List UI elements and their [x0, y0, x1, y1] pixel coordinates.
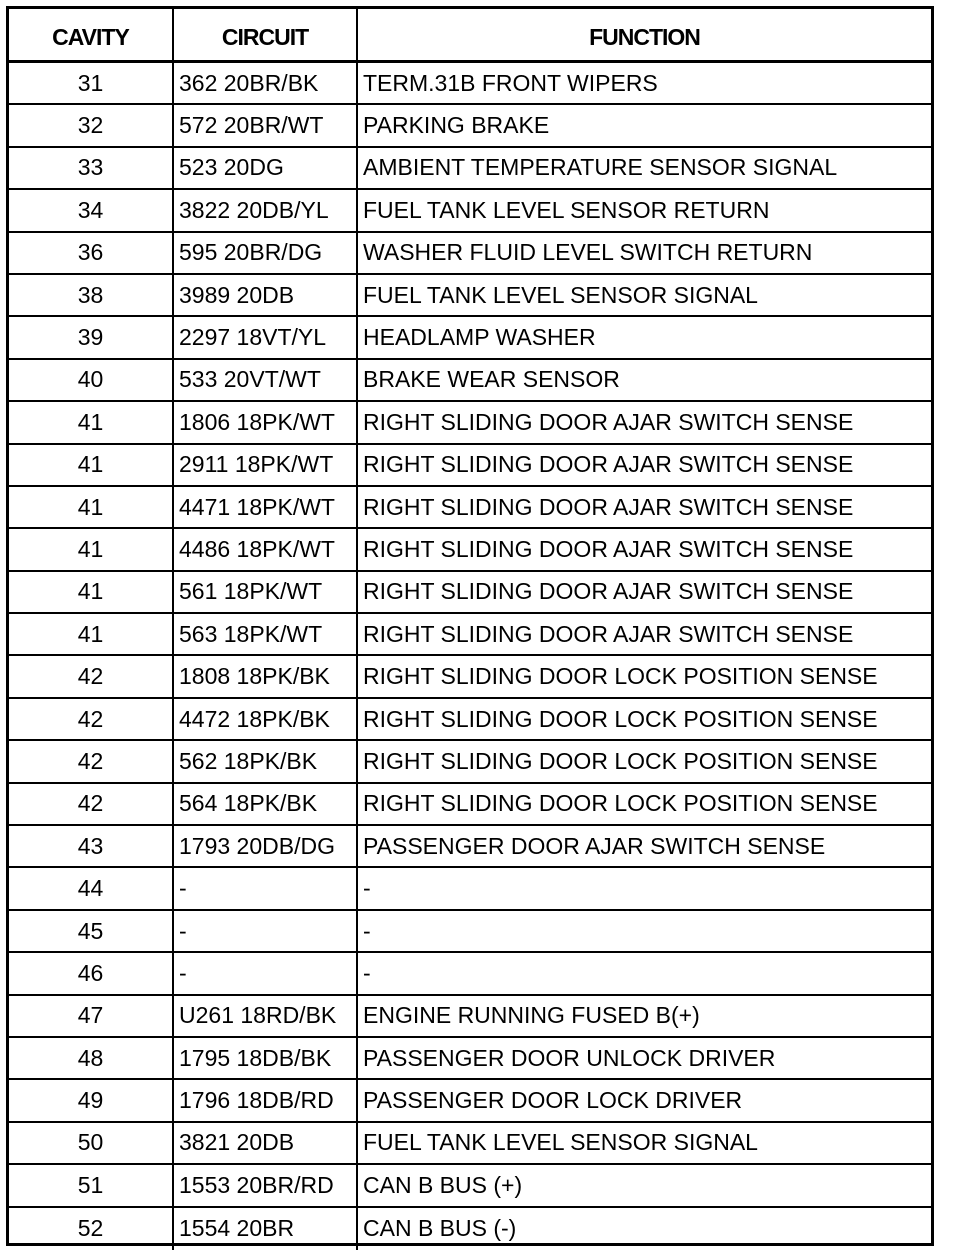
- cavity-cell: 42: [9, 699, 174, 739]
- table-row: [9, 529, 931, 571]
- circuit-cell: -: [174, 911, 358, 951]
- function-cell: BRAKE WEAR SENSOR: [363, 366, 620, 393]
- table-row: [9, 275, 931, 317]
- circuit-cell: 4471 18PK/WT: [174, 487, 358, 527]
- table-row: [9, 317, 931, 359]
- circuit-cell: -: [174, 868, 358, 908]
- circuit-cell: 2297 18VT/YL: [174, 317, 358, 357]
- circuit-cell: 3822 20DB/YL: [174, 190, 358, 230]
- function-cell: -: [363, 959, 371, 986]
- table-row: [9, 614, 931, 656]
- function-cell: RIGHT SLIDING DOOR AJAR SWITCH SENSE: [363, 451, 854, 478]
- circuit-cell: -: [174, 953, 358, 993]
- function-cell: CAN B BUS (-): [363, 1215, 517, 1242]
- table-row: [9, 656, 931, 698]
- table-row: [9, 699, 931, 741]
- function-cell: FUEL TANK LEVEL SENSOR RETURN: [363, 196, 770, 223]
- cavity-cell: 49: [9, 1080, 174, 1120]
- circuit-cell: 1806 18PK/WT: [174, 402, 358, 442]
- function-cell: RIGHT SLIDING DOOR LOCK POSITION SENSE: [363, 663, 878, 690]
- table-row: [9, 148, 931, 190]
- table-row: [9, 233, 931, 275]
- circuit-cell: U261 18RD/BK: [174, 996, 358, 1036]
- circuit-cell: 3989 20DB: [174, 275, 358, 315]
- function-cell: RIGHT SLIDING DOOR LOCK POSITION SENSE: [363, 705, 878, 732]
- cavity-cell: 41: [9, 402, 174, 442]
- cavity-cell: 41: [9, 529, 174, 569]
- circuit-cell: 563 18PK/WT: [174, 614, 358, 654]
- function-cell: RIGHT SLIDING DOOR LOCK POSITION SENSE: [363, 747, 878, 774]
- cavity-cell: 38: [9, 275, 174, 315]
- function-cell: RIGHT SLIDING DOOR LOCK POSITION SENSE: [363, 790, 878, 817]
- table-row: [9, 741, 931, 783]
- cavity-cell: 40: [9, 360, 174, 400]
- circuit-cell: 1795 18DB/BK: [174, 1038, 358, 1078]
- table-row: [9, 487, 931, 529]
- function-cell: PASSENGER DOOR UNLOCK DRIVER: [363, 1044, 776, 1071]
- circuit-cell: 523 20DG: [174, 148, 358, 188]
- cavity-cell: 41: [9, 614, 174, 654]
- function-cell: AMBIENT TEMPERATURE SENSOR SIGNAL: [363, 154, 838, 181]
- table-row: [9, 953, 931, 995]
- table-row: [9, 911, 931, 953]
- cavity-cell: 52: [9, 1208, 174, 1250]
- function-cell: CAN B BUS (+): [363, 1171, 523, 1198]
- circuit-cell: 1796 18DB/RD: [174, 1080, 358, 1120]
- table-row: [9, 572, 931, 614]
- circuit-cell: 595 20BR/DG: [174, 233, 358, 273]
- function-cell: -: [363, 917, 371, 944]
- table-row: [9, 1165, 931, 1207]
- table-body: [9, 63, 931, 1250]
- circuit-cell: 1553 20BR/RD: [174, 1165, 358, 1205]
- cavity-cell: 41: [9, 572, 174, 612]
- cavity-cell: 50: [9, 1123, 174, 1163]
- cavity-cell: 46: [9, 953, 174, 993]
- table-row: [9, 826, 931, 868]
- function-cell: TERM.31B FRONT WIPERS: [363, 69, 658, 96]
- circuit-cell: 1793 20DB/DG: [174, 826, 358, 866]
- cavity-cell: 41: [9, 445, 174, 485]
- function-cell: RIGHT SLIDING DOOR AJAR SWITCH SENSE: [363, 408, 854, 435]
- circuit-cell: 3821 20DB: [174, 1123, 358, 1163]
- cavity-cell: 39: [9, 317, 174, 357]
- table-row: [9, 63, 931, 105]
- circuit-cell: 4486 18PK/WT: [174, 529, 358, 569]
- header-circuit: CIRCUIT: [174, 9, 358, 60]
- table-row: [9, 402, 931, 444]
- circuit-cell: 362 20BR/BK: [174, 63, 358, 103]
- circuit-cell: 561 18PK/WT: [174, 572, 358, 612]
- table-row: [9, 1038, 931, 1080]
- function-cell: RIGHT SLIDING DOOR AJAR SWITCH SENSE: [363, 493, 854, 520]
- cavity-cell: 41: [9, 487, 174, 527]
- cavity-cell: 42: [9, 656, 174, 696]
- table-row: [9, 996, 931, 1038]
- function-cell: FUEL TANK LEVEL SENSOR SIGNAL: [363, 1129, 758, 1156]
- circuit-cell: 533 20VT/WT: [174, 360, 358, 400]
- circuit-cell: 1554 20BR: [174, 1208, 358, 1250]
- cavity-cell: 47: [9, 996, 174, 1036]
- cavity-cell: 43: [9, 826, 174, 866]
- cavity-cell: 32: [9, 105, 174, 145]
- header-cavity: CAVITY: [9, 9, 174, 60]
- function-cell: RIGHT SLIDING DOOR AJAR SWITCH SENSE: [363, 620, 854, 647]
- header-function: FUNCTION: [589, 24, 700, 50]
- table-row: [9, 784, 931, 826]
- cavity-cell: 42: [9, 741, 174, 781]
- cavity-cell: 45: [9, 911, 174, 951]
- circuit-cell: 2911 18PK/WT: [174, 445, 358, 485]
- function-cell: RIGHT SLIDING DOOR AJAR SWITCH SENSE: [363, 578, 854, 605]
- connector-pinout-table: [6, 6, 934, 1246]
- function-cell: ENGINE RUNNING FUSED B(+): [363, 1002, 700, 1029]
- function-cell: PASSENGER DOOR AJAR SWITCH SENSE: [363, 832, 826, 859]
- cavity-cell: 48: [9, 1038, 174, 1078]
- function-cell: WASHER FLUID LEVEL SWITCH RETURN: [363, 239, 813, 266]
- cavity-cell: 34: [9, 190, 174, 230]
- cavity-cell: 42: [9, 784, 174, 824]
- cavity-cell: 51: [9, 1165, 174, 1205]
- table-row: [9, 445, 931, 487]
- table-row: [9, 190, 931, 232]
- table-row: [9, 868, 931, 910]
- circuit-cell: 572 20BR/WT: [174, 105, 358, 145]
- table-row: [9, 1123, 931, 1165]
- cavity-cell: 44: [9, 868, 174, 908]
- function-cell: FUEL TANK LEVEL SENSOR SIGNAL: [363, 281, 758, 308]
- cavity-cell: 33: [9, 148, 174, 188]
- function-cell: HEADLAMP WASHER: [363, 324, 596, 351]
- circuit-cell: 562 18PK/BK: [174, 741, 358, 781]
- function-cell: -: [363, 875, 371, 902]
- function-cell: PASSENGER DOOR LOCK DRIVER: [363, 1087, 743, 1114]
- circuit-cell: 4472 18PK/BK: [174, 699, 358, 739]
- circuit-cell: 1808 18PK/BK: [174, 656, 358, 696]
- cavity-cell: 36: [9, 233, 174, 273]
- circuit-cell: 564 18PK/BK: [174, 784, 358, 824]
- table-row: [9, 105, 931, 147]
- function-cell: RIGHT SLIDING DOOR AJAR SWITCH SENSE: [363, 535, 854, 562]
- cavity-cell: 31: [9, 63, 174, 103]
- header-row: [9, 9, 931, 63]
- table-row: [9, 1080, 931, 1122]
- table-row: [9, 360, 931, 402]
- table-row: [9, 1208, 931, 1250]
- function-cell: PARKING BRAKE: [363, 112, 550, 139]
